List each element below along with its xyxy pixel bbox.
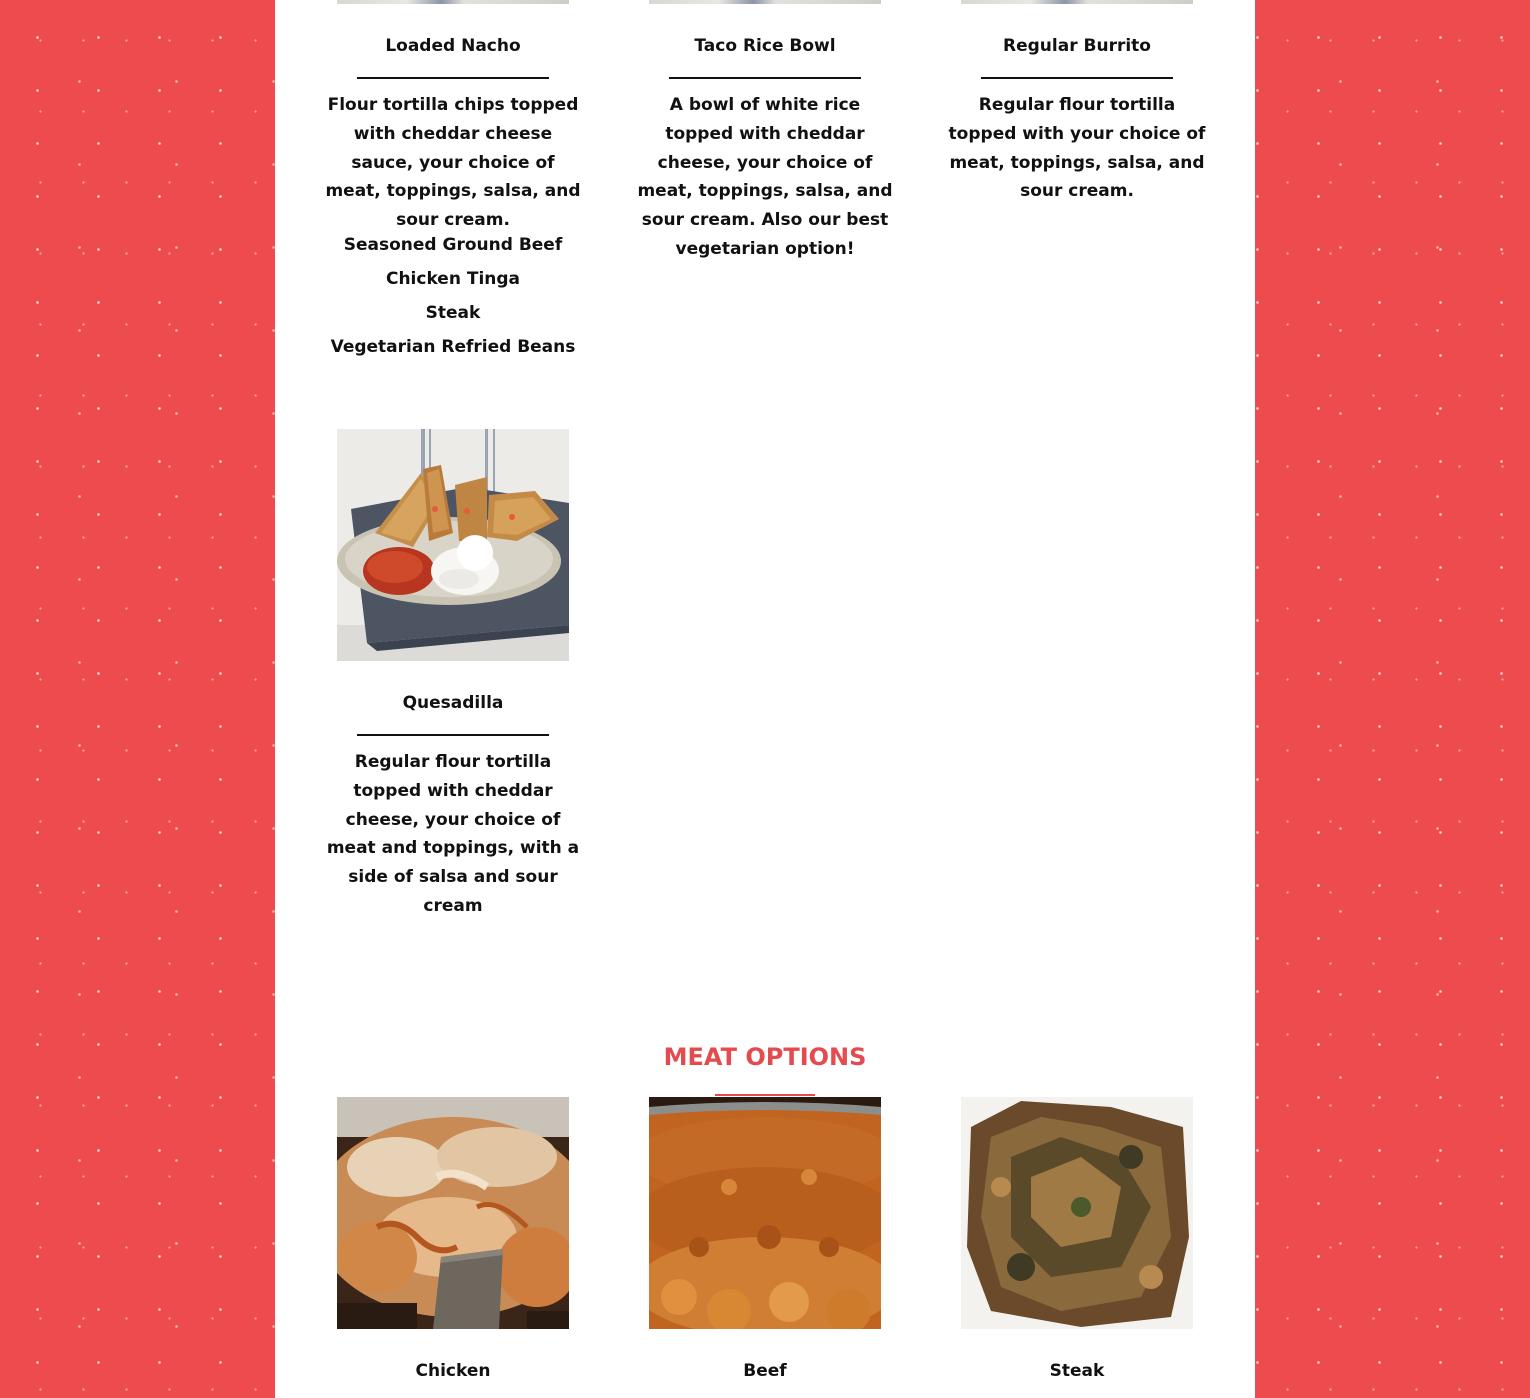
title-divider xyxy=(357,734,549,736)
title-divider xyxy=(669,77,861,79)
meat-option-name: Chicken xyxy=(415,1361,491,1381)
meat-option-name: Beef xyxy=(743,1361,787,1381)
menu-item-title: Quesadilla xyxy=(402,693,504,713)
list-item: Chicken Tinga xyxy=(385,269,521,289)
menu-item-title: Regular Burrito xyxy=(1003,36,1151,56)
meat-choice-list xyxy=(317,228,589,364)
nacho-photo xyxy=(337,0,569,4)
heading-divider xyxy=(715,1094,815,1096)
menu-item-description: A bowl of white rice topped with cheddar cheese, your choice of meat, toppings, salsa, and sour cream. Also our best vegetarian option! xyxy=(637,95,893,259)
meat-option-name: Steak xyxy=(1049,1361,1105,1381)
content-panel xyxy=(275,0,1255,1398)
list-item: Vegetarian Refried Beans xyxy=(330,337,576,357)
menu-item-description: Flour tortilla chips topped with cheddar cheese sauce, your choice of meat, toppings, salsa, and sour cream. xyxy=(325,95,581,231)
menu-item-title: Loaded Nacho xyxy=(385,36,521,56)
beef-photo xyxy=(649,1097,881,1329)
title-divider xyxy=(357,77,549,79)
burrito-photo xyxy=(961,0,1193,4)
menu-item-description: Regular flour tortilla topped with your choice of meat, toppings, salsa, and sour cream. xyxy=(948,95,1206,202)
list-item: Steak xyxy=(425,303,481,323)
list-item: Seasoned Ground Beef xyxy=(343,235,563,255)
rice-bowl-photo xyxy=(649,0,881,4)
chicken-photo xyxy=(337,1097,569,1329)
quesadilla-photo xyxy=(337,429,569,661)
menu-item-title: Taco Rice Bowl xyxy=(694,36,836,56)
title-divider xyxy=(981,77,1173,79)
meat-options-heading: MEAT OPTIONS xyxy=(663,1043,867,1071)
menu-item-description: Regular flour tortilla topped with cheddar cheese, your choice of meat and toppings, with a side of salsa and sour cream xyxy=(326,752,580,916)
steak-photo xyxy=(961,1097,1193,1329)
